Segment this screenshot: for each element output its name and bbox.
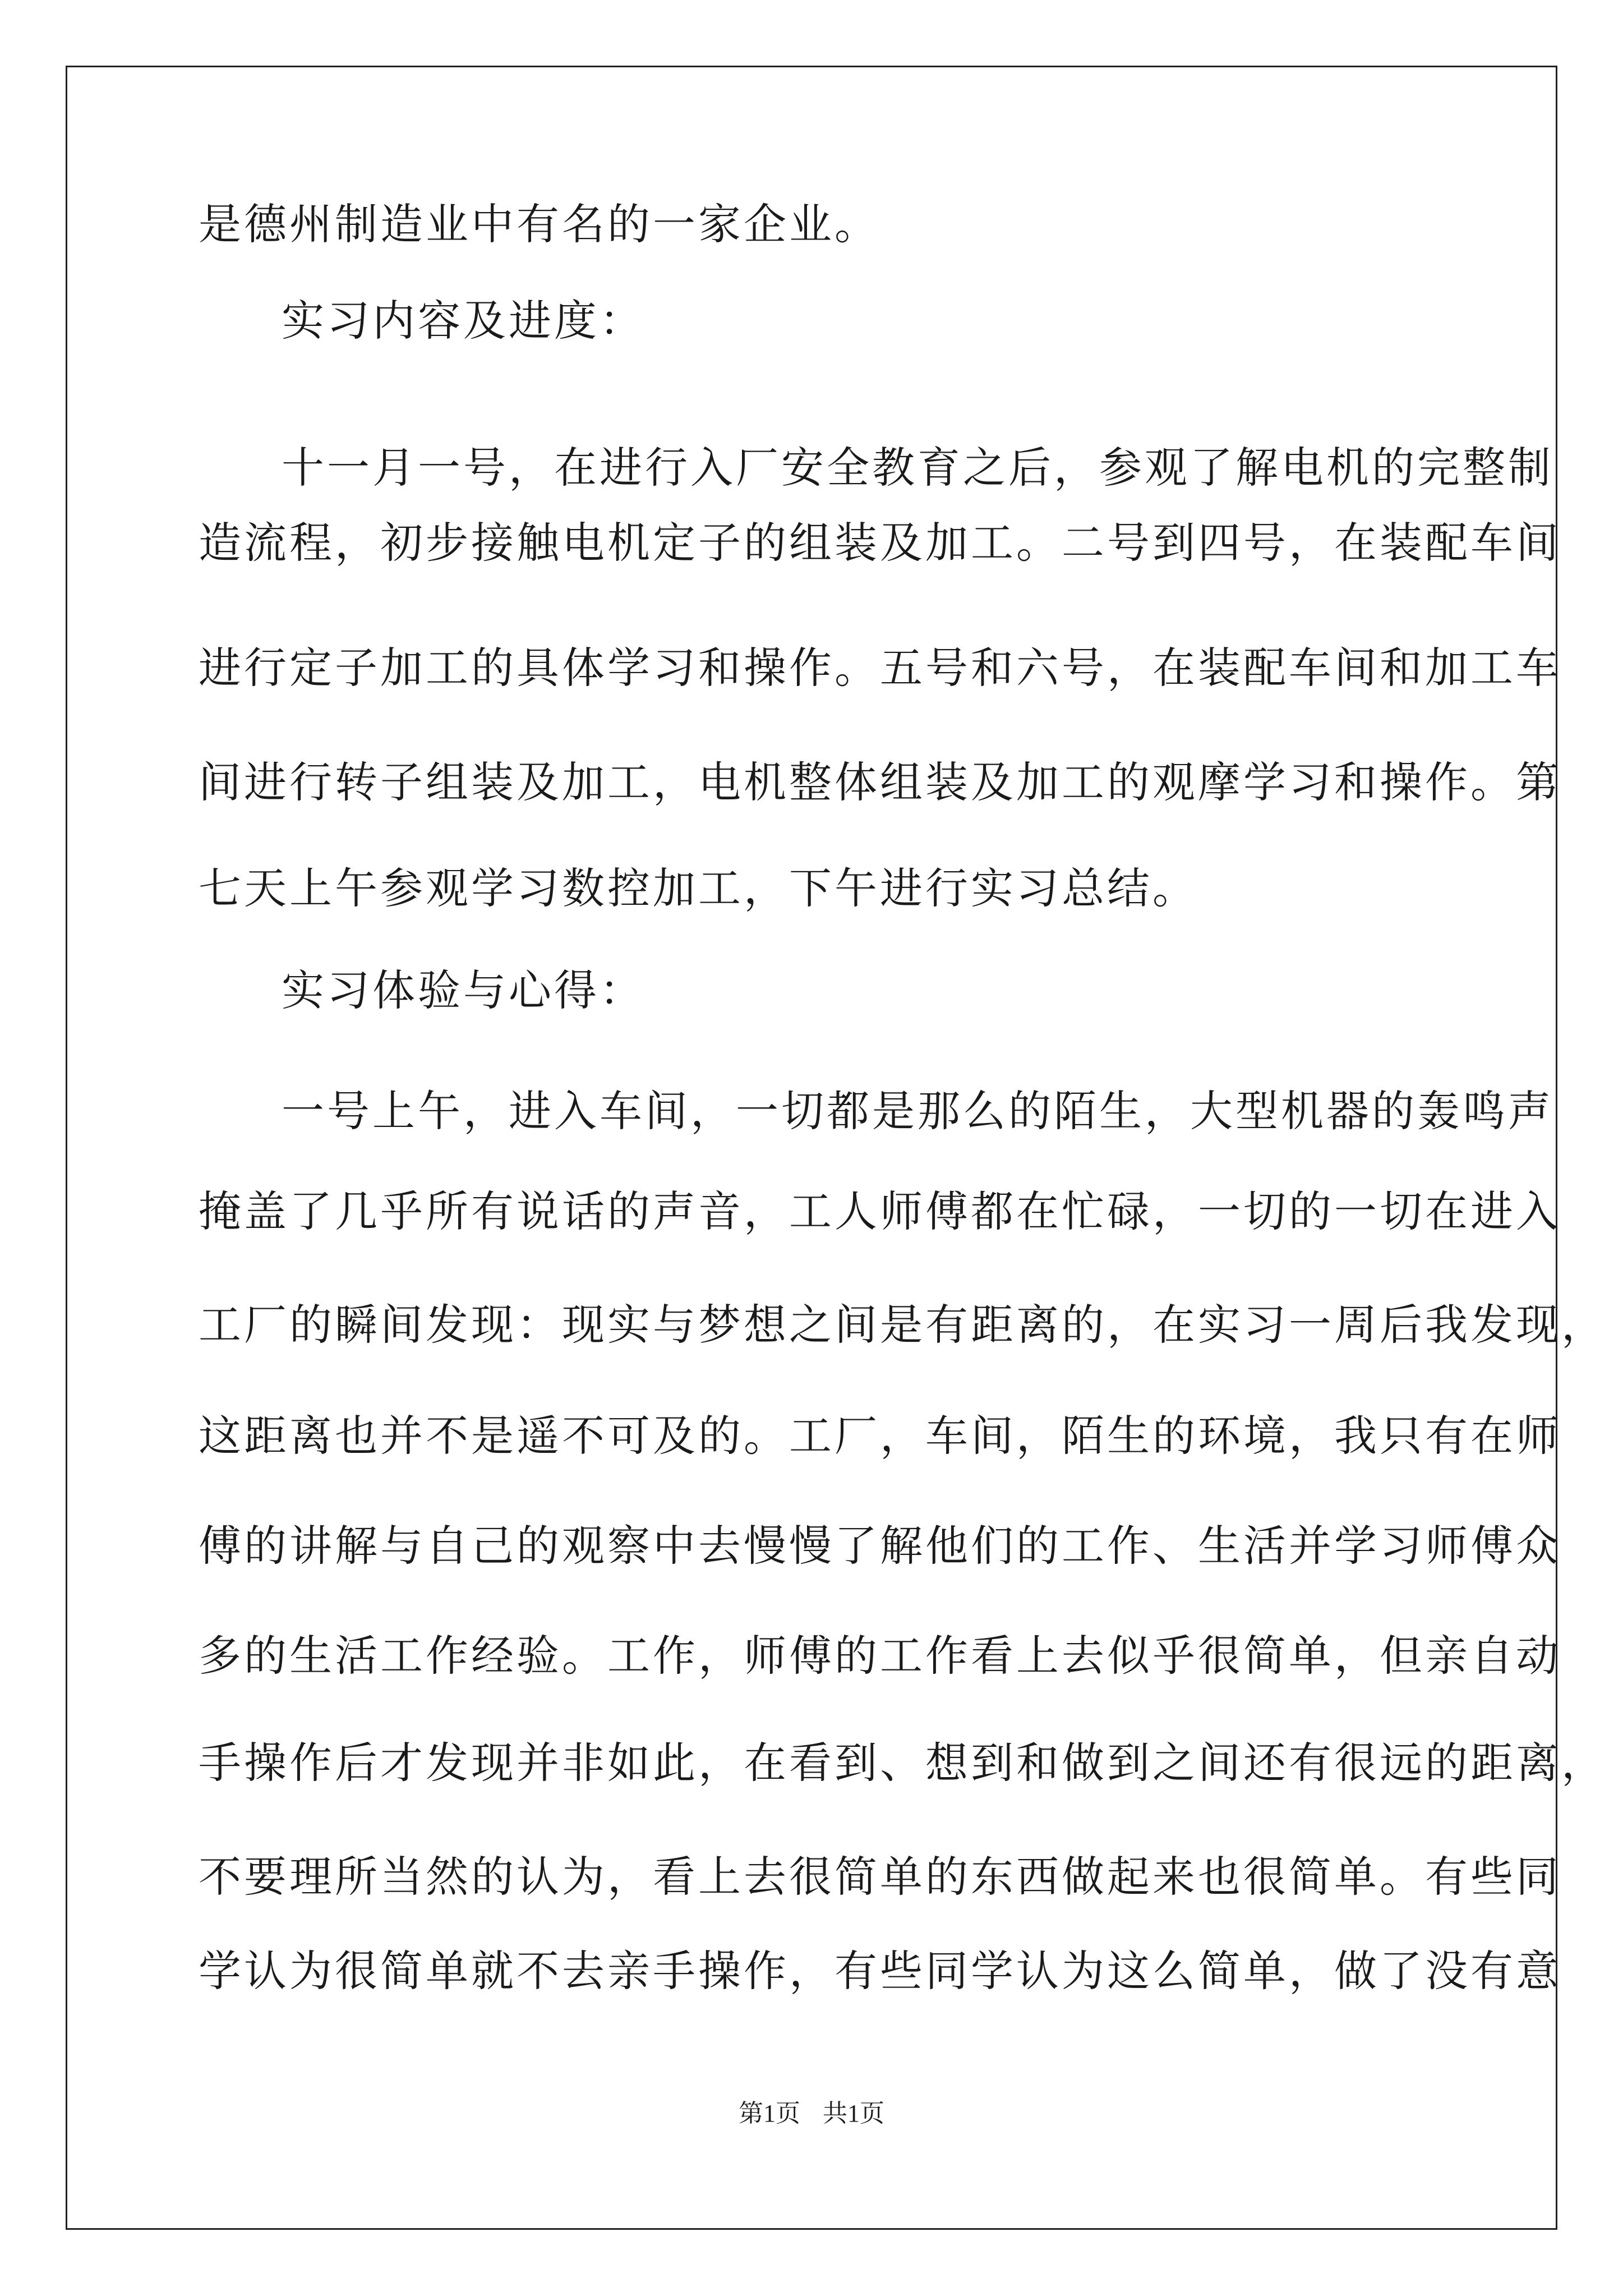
- text-line: 掩盖了几乎所有说话的声音，工人师傅都在忙碌，一切的一切在进入: [199, 1186, 1561, 1236]
- text-line: 手操作后才发现并非如此，在看到、想到和做到之间还有很远的距离，: [199, 1738, 1607, 1788]
- text-line: 工厂的瞬间发现：现实与梦想之间是有距离的，在实习一周后我发现，: [199, 1300, 1607, 1350]
- page-footer: [0, 2097, 1623, 2131]
- page-total: 共1页: [823, 2100, 884, 2127]
- text-line: 不要理所当然的认为，看上去很简单的东西做起来也很简单。有些同: [199, 1852, 1561, 1902]
- text-line: 傅的讲解与自己的观察中去慢慢了解他们的工作、生活并学习师傅众: [199, 1521, 1561, 1571]
- section-heading: 实习体验与心得：: [282, 965, 645, 1015]
- page-number: 第1页: [739, 2100, 800, 2127]
- text-line: 多的生活工作经验。工作，师傅的工作看上去似乎很简单，但亲自动: [199, 1631, 1561, 1681]
- text-line: 七天上午参观学习数控加工，下午进行实习总结。: [199, 863, 1198, 913]
- page-border: [66, 66, 1557, 2230]
- text-line: 这距离也并不是遥不可及的。工厂，车间，陌生的环境，我只有在师: [199, 1411, 1561, 1461]
- text-line: 是德州制造业中有名的一家企业。: [199, 199, 880, 249]
- text-line: 造流程，初步接触电机定子的组装及加工。二号到四号，在装配车间: [199, 518, 1561, 568]
- text-line: 进行定子加工的具体学习和操作。五号和六号，在装配车间和加工车: [199, 643, 1561, 693]
- text-line: 十一月一号，在进行入厂安全教育之后，参观了解电机的完整制: [282, 443, 1553, 493]
- text-line: 间进行转子组装及加工，电机整体组装及加工的观摩学习和操作。第: [199, 757, 1561, 807]
- text-line: 学认为很简单就不去亲手操作，有些同学认为这么简单，做了没有意: [199, 1946, 1561, 1996]
- text-line: 一号上午，进入车间，一切都是那么的陌生，大型机器的轰鸣声: [282, 1086, 1553, 1136]
- section-heading: 实习内容及进度：: [282, 296, 645, 346]
